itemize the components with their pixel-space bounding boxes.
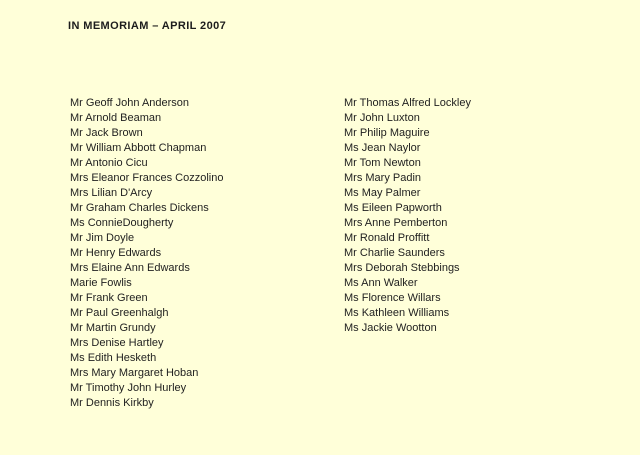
name-item: Ms Jackie Wootton xyxy=(344,322,437,334)
name-item: Ms Ann Walker xyxy=(344,277,418,289)
name-item: Mr Arnold Beaman xyxy=(70,112,162,124)
name-item: Ms Jean Naylor xyxy=(344,142,421,154)
name-item: Mr John Luxton xyxy=(344,112,420,124)
name-column-left xyxy=(70,96,223,411)
name-item: Mr Antonio Cicu xyxy=(70,157,148,169)
name-item: Mrs Mary Margaret Hoban xyxy=(70,367,199,379)
name-item: Mr Timothy John Hurley xyxy=(70,382,187,394)
name-item: Mr Thomas Alfred Lockley xyxy=(344,97,471,109)
name-item: Mr Paul Greenhalgh xyxy=(70,307,169,319)
name-item: Mr Charlie Saunders xyxy=(344,247,445,259)
name-item: Mr Jack Brown xyxy=(70,127,143,139)
name-item: Mrs Deborah Stebbings xyxy=(344,262,460,274)
name-item: Ms Kathleen Williams xyxy=(344,307,450,319)
name-item: Mr Martin Grundy xyxy=(70,322,156,334)
name-item: Mr Geoff John Anderson xyxy=(70,97,190,109)
name-item: Mrs Mary Padin xyxy=(344,172,422,184)
name-item: Mrs Elaine Ann Edwards xyxy=(70,262,190,274)
name-item: Mr William Abbott Chapman xyxy=(70,142,207,154)
name-item: Mr Ronald Proffitt xyxy=(344,232,430,244)
name-item: Marie Fowlis xyxy=(70,277,132,289)
name-item: Mrs Eleanor Frances Cozzolino xyxy=(70,172,224,184)
name-item: Ms May Palmer xyxy=(344,187,421,199)
name-item: Ms ConnieDougherty xyxy=(70,217,174,229)
name-item: Mr Tom Newton xyxy=(344,157,421,169)
name-column-right xyxy=(344,96,471,336)
name-item: Mrs Anne Pemberton xyxy=(344,217,448,229)
name-item: Ms Florence Willars xyxy=(344,292,441,304)
name-item: Ms Eileen Papworth xyxy=(344,202,442,214)
name-item: Mr Frank Green xyxy=(70,292,148,304)
name-item: Mr Jim Doyle xyxy=(70,232,135,244)
name-item: Mrs Lilian D'Arcy xyxy=(70,187,153,199)
name-item: Mr Philip Maguire xyxy=(344,127,430,139)
name-item: Mr Henry Edwards xyxy=(70,247,162,259)
name-item: Mr Graham Charles Dickens xyxy=(70,202,209,214)
name-item: Ms Edith Hesketh xyxy=(70,352,157,364)
page-title: IN MEMORIAM – APRIL 2007 xyxy=(68,20,227,32)
name-item: Mrs Denise Hartley xyxy=(70,337,164,349)
name-item: Mr Dennis Kirkby xyxy=(70,397,154,409)
